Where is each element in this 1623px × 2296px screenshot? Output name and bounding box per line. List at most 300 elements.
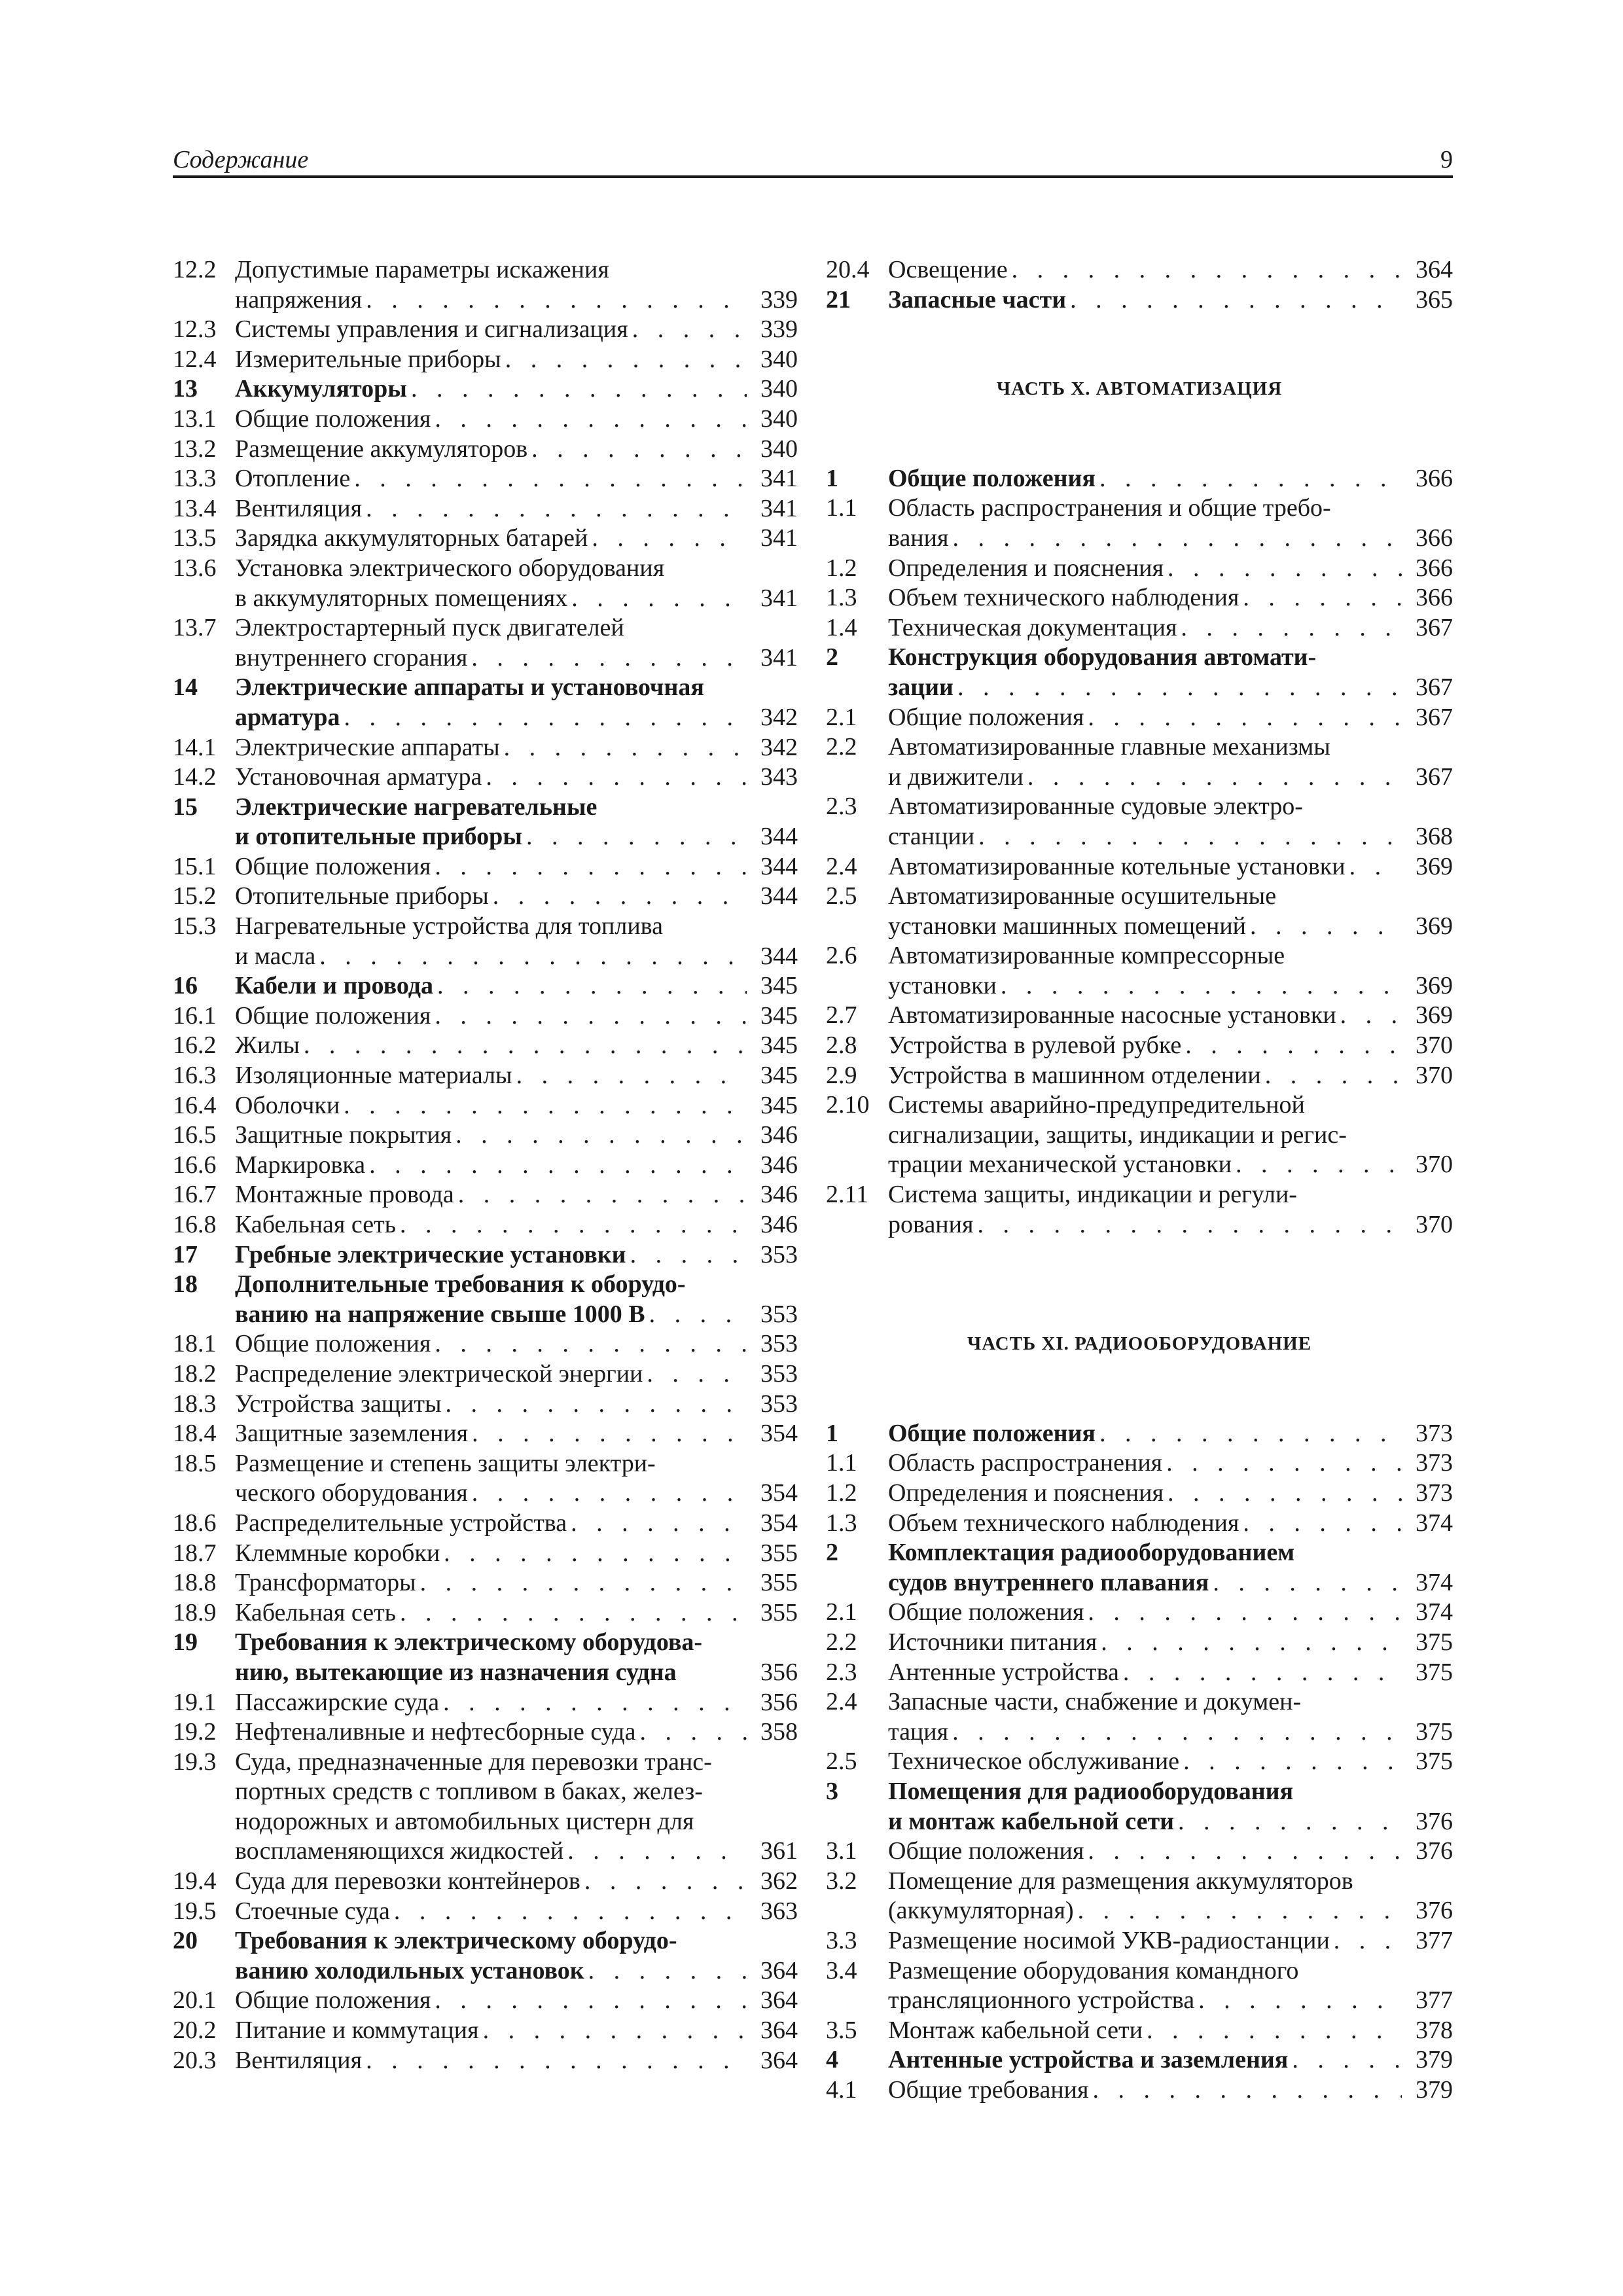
- toc-entry-leader-line: [888, 1419, 1453, 1449]
- toc-entry-page: 345: [760, 1031, 798, 1060]
- toc-entry-page: 364: [760, 2046, 798, 2074]
- toc-entry-body: [235, 1897, 798, 1927]
- toc-entry-body: [235, 613, 798, 673]
- dot-leader: [640, 1717, 747, 1748]
- toc-entry-title: Кабельная сеть: [235, 1211, 397, 1238]
- toc-entry-number: 13.1: [173, 404, 217, 433]
- toc-entry[interactable]: [826, 703, 1453, 733]
- toc-entry-title: Источники питания: [888, 1628, 1097, 1656]
- header-rule: [173, 175, 1453, 178]
- page-number: 9: [1440, 146, 1453, 173]
- toc-entry-number: 2.8: [826, 1031, 857, 1060]
- toc-entry-body: [235, 435, 798, 465]
- toc-entry-leader-line: [235, 1390, 798, 1420]
- toc-entry-body: [888, 2016, 1453, 2046]
- toc-entry-page: 344: [760, 882, 798, 910]
- toc-entry[interactable]: [826, 732, 1453, 792]
- dot-leader: [630, 1240, 747, 1270]
- toc-entry-page: 369: [1416, 1001, 1453, 1030]
- toc-entry-title: установки машинных помещений: [888, 912, 1246, 940]
- toc-entry[interactable]: [173, 1509, 798, 1539]
- toc-entry-leader-line: [235, 404, 798, 435]
- dot-leader: [1012, 255, 1402, 285]
- toc-entry-title: Общие положения: [888, 1598, 1084, 1626]
- toc-entry-number: 15.3: [173, 912, 217, 941]
- toc-entry[interactable]: [173, 1986, 798, 2016]
- toc-entry-leader-line: [888, 255, 1453, 285]
- dot-leader: [1123, 1658, 1402, 1688]
- toc-entry-leader-line: [235, 1568, 798, 1598]
- toc-entry-leader-line: [235, 1061, 798, 1091]
- toc-entry-line: Размещение оборудования командного: [888, 1956, 1299, 1984]
- toc-entry[interactable]: [173, 882, 798, 912]
- toc-entry[interactable]: [173, 613, 798, 673]
- toc-entry-page: 345: [760, 1091, 798, 1119]
- toc-entry[interactable]: [173, 1628, 798, 1687]
- dot-leader: [1265, 1061, 1402, 1091]
- dot-leader: [584, 1867, 747, 1897]
- toc-entry-number: 1.3: [826, 584, 857, 612]
- toc-entry-leader-line: [235, 1359, 798, 1390]
- toc-entry[interactable]: [173, 404, 798, 435]
- toc-entry-title: в аккумуляторных помещениях: [235, 584, 568, 612]
- toc-entry-leader-line: [235, 643, 798, 673]
- toc-entry-leader-line: [888, 1896, 1453, 1926]
- dot-leader: [1340, 1001, 1402, 1031]
- dot-leader: [458, 1180, 747, 1210]
- dot-leader: [483, 2016, 747, 2046]
- toc-entry-line: Нагревательные устройства для топлива: [235, 912, 663, 941]
- toc-entry-body: [235, 1061, 798, 1091]
- toc-entry[interactable]: [173, 1359, 798, 1390]
- toc-entry[interactable]: [173, 374, 798, 404]
- toc-entry-body: [235, 464, 798, 494]
- toc-entry[interactable]: [173, 315, 798, 345]
- toc-entry[interactable]: [173, 1001, 798, 1031]
- toc-entry[interactable]: [173, 1867, 798, 1897]
- dot-leader: [952, 524, 1402, 554]
- toc-entry[interactable]: [173, 1151, 798, 1181]
- toc-entry[interactable]: [826, 1448, 1453, 1479]
- toc-entry[interactable]: [173, 1180, 798, 1210]
- toc-entry-leader-line: [235, 852, 798, 882]
- toc-entry-title: трансляционного устройства: [888, 1986, 1195, 2015]
- toc-entry[interactable]: [173, 345, 798, 375]
- toc-entry-leader-line: [235, 374, 798, 404]
- toc-entry-leader-line: [235, 435, 798, 465]
- toc-entry[interactable]: [173, 912, 798, 971]
- toc-entry-leader-line: [235, 1001, 798, 1031]
- toc-entry-page: 370: [1416, 1210, 1453, 1238]
- toc-entry[interactable]: [173, 1210, 798, 1240]
- toc-entry-body: [888, 1180, 1453, 1240]
- toc-entry-body: [235, 1031, 798, 1061]
- toc-entry-body: [235, 1598, 798, 1628]
- toc-entry[interactable]: [826, 882, 1453, 941]
- toc-entry[interactable]: [173, 1061, 798, 1091]
- toc-entry-leader-line: [235, 1479, 798, 1509]
- toc-entry[interactable]: [826, 1628, 1453, 1658]
- toc-entry-body: [888, 643, 1453, 702]
- toc-entry[interactable]: [173, 971, 798, 1001]
- toc-entry[interactable]: [826, 554, 1453, 584]
- toc-entry[interactable]: [826, 1538, 1453, 1598]
- toc-entry-body: [888, 554, 1453, 584]
- dot-leader: [319, 942, 747, 972]
- dot-leader: [471, 643, 747, 673]
- toc-entry-page: 375: [1416, 1748, 1453, 1776]
- toc-entry-page: 345: [760, 1062, 798, 1090]
- toc-entry-leader-line: [235, 1688, 798, 1718]
- toc-entry-title: внутреннего сгорания: [235, 643, 468, 672]
- toc-entry-page: 353: [760, 1330, 798, 1358]
- toc-entry-title: ческого оборудования: [235, 1479, 468, 1507]
- toc-entry-page: 369: [1416, 971, 1453, 999]
- toc-entry-page: 374: [1416, 1598, 1453, 1626]
- toc-entry-page: 341: [760, 643, 798, 672]
- toc-entry-number: 18.1: [173, 1330, 217, 1358]
- toc-entry-page: 375: [1416, 1628, 1453, 1656]
- toc-entry-title: Трансформаторы: [235, 1569, 416, 1597]
- toc-entry[interactable]: [173, 1926, 798, 1986]
- toc-entry-body: [235, 1121, 798, 1151]
- toc-entry-title: Установочная арматура: [235, 763, 482, 791]
- toc-entry-title: Изоляционные материалы: [235, 1062, 512, 1090]
- toc-entry-number: 1.1: [826, 494, 857, 522]
- toc-entry-page: 340: [760, 435, 798, 463]
- toc-entry[interactable]: [826, 1419, 1453, 1449]
- toc-entry[interactable]: [826, 1061, 1453, 1091]
- toc-entry-title: Автоматизированные котельные установки: [888, 852, 1346, 880]
- toc-entry-page: 375: [1416, 1658, 1453, 1686]
- toc-entry-page: 355: [760, 1598, 798, 1626]
- toc-entry-line: Дополнительные требования к оборудо-: [235, 1270, 686, 1299]
- toc-entry-leader-line: [888, 1448, 1453, 1479]
- toc-entry-page: 356: [760, 1658, 798, 1686]
- toc-entry-page: 373: [1416, 1479, 1453, 1507]
- dot-leader: [649, 1300, 747, 1330]
- dot-leader: [444, 1539, 747, 1569]
- toc-entry-page: 370: [1416, 1061, 1453, 1089]
- toc-entry-number: 2.4: [826, 852, 857, 880]
- dot-leader: [354, 464, 747, 494]
- toc-entry-title: (аккумуляторная): [888, 1897, 1074, 1925]
- dot-leader: [455, 1121, 747, 1151]
- toc-entry[interactable]: [826, 583, 1453, 613]
- toc-entry[interactable]: [173, 2046, 798, 2076]
- toc-entry[interactable]: [826, 643, 1453, 702]
- toc-entry[interactable]: [173, 1598, 798, 1628]
- toc-entry[interactable]: [173, 1091, 798, 1121]
- spacer: [826, 315, 1453, 374]
- toc-entry-body: [888, 1090, 1453, 1180]
- toc-entry-title: установки: [888, 971, 997, 999]
- toc-entry-page: 370: [1416, 1151, 1453, 1179]
- toc-entry-leader-line: [235, 1121, 798, 1151]
- toc-entry-line: Запасные части, снабжение и докумен-: [888, 1688, 1302, 1716]
- toc-entry-number: 16: [173, 972, 198, 1000]
- toc-entry-body: [235, 255, 798, 315]
- toc-entry-line: нодорожных и автомобильных цистерн для: [235, 1807, 694, 1835]
- toc-entry-line: Комплектация радиооборудованием: [888, 1539, 1295, 1567]
- toc-entry-page: 345: [760, 972, 798, 1000]
- toc-entry-number: 14.2: [173, 763, 217, 791]
- toc-entry[interactable]: [173, 435, 798, 465]
- toc-entry-body: [235, 733, 798, 763]
- toc-entry[interactable]: [826, 2045, 1453, 2075]
- toc-entry-body: [888, 852, 1453, 882]
- toc-entry-leader-line: [235, 285, 798, 315]
- toc-entry-page: 376: [1416, 1837, 1453, 1865]
- toc-entry-body: [888, 1001, 1453, 1031]
- spacer: [826, 1240, 1453, 1329]
- toc-entry[interactable]: [826, 285, 1453, 315]
- dot-leader: [1070, 285, 1402, 315]
- toc-entry-body: [888, 1926, 1453, 1956]
- toc-entry[interactable]: [826, 613, 1453, 643]
- toc-entry-body: [235, 1986, 798, 2016]
- toc-entry[interactable]: [826, 1598, 1453, 1628]
- toc-entry[interactable]: [173, 733, 798, 763]
- toc-entry[interactable]: [826, 1926, 1453, 1956]
- toc-entry[interactable]: [826, 1658, 1453, 1688]
- toc-entry[interactable]: [826, 1867, 1453, 1926]
- toc-entry[interactable]: [173, 1240, 798, 1270]
- toc-entry-leader-line: [235, 1151, 798, 1181]
- toc-entry-page: 369: [1416, 912, 1453, 940]
- toc-entry[interactable]: [826, 1479, 1453, 1509]
- toc-entry-leader-line: [888, 912, 1453, 942]
- toc-entry-page: 364: [760, 1956, 798, 1984]
- toc-entry-body: [235, 1151, 798, 1181]
- toc-entry[interactable]: [826, 1837, 1453, 1867]
- toc-entry-title: Вентиляция: [235, 494, 363, 522]
- toc-entry-title: Электрические аппараты: [235, 733, 500, 761]
- toc-entry-title: Гребные электрические установки: [235, 1240, 626, 1268]
- toc-entry[interactable]: [826, 1747, 1453, 1777]
- toc-entry[interactable]: [173, 1897, 798, 1927]
- toc-entry[interactable]: [173, 1390, 798, 1420]
- toc-entry-page: 366: [1416, 464, 1453, 492]
- toc-entry[interactable]: [826, 464, 1453, 494]
- toc-entry-line: Допустимые параметры искажения: [235, 256, 609, 283]
- toc-entry-leader-line: [235, 971, 798, 1001]
- toc-entry-number: 16.7: [173, 1181, 217, 1209]
- toc-entry[interactable]: [173, 1270, 798, 1329]
- toc-entry[interactable]: [173, 464, 798, 494]
- toc-entry-page: 355: [760, 1539, 798, 1567]
- toc-entry[interactable]: [826, 941, 1453, 1001]
- dot-leader: [1183, 1747, 1402, 1777]
- toc-entry[interactable]: [173, 255, 798, 315]
- toc-entry-body: [235, 1180, 798, 1210]
- toc-entry-leader-line: [888, 2045, 1453, 2075]
- toc-entry-page: 343: [760, 763, 798, 791]
- toc-entry-title: Жилы: [235, 1031, 300, 1060]
- toc-entry-body: [888, 1956, 1453, 2016]
- toc-entry-number: 1: [826, 464, 838, 492]
- toc-entry-number: 14.1: [173, 733, 217, 761]
- toc-entry[interactable]: [826, 1687, 1453, 1747]
- toc-entry-page: 340: [760, 404, 798, 433]
- toc-entry-page: 341: [760, 584, 798, 612]
- toc-entry-leader-line: [888, 1479, 1453, 1509]
- toc-entry-number: 2.10: [826, 1091, 870, 1119]
- dot-leader: [592, 524, 747, 554]
- toc-entry-title: Общие положения: [888, 703, 1084, 731]
- toc-entry-title: Антенные устройства: [888, 1658, 1119, 1686]
- toc-entry-line: Автоматизированные осушительные: [888, 882, 1277, 910]
- dot-leader: [1088, 1598, 1402, 1628]
- toc-entry[interactable]: [173, 554, 798, 613]
- toc-entry-leader-line: [888, 971, 1453, 1001]
- toc-entry-page: 341: [760, 465, 798, 493]
- toc-entry-body: [888, 285, 1453, 315]
- toc-entry[interactable]: [173, 1031, 798, 1061]
- toc-entry[interactable]: [173, 1329, 798, 1359]
- toc-entry[interactable]: [826, 2075, 1453, 2106]
- dot-leader: [400, 1210, 747, 1240]
- toc-entry-page: 374: [1416, 1568, 1453, 1596]
- toc-entry-number: 2.5: [826, 1748, 857, 1776]
- toc-entry-leader-line: [888, 524, 1453, 554]
- toc-entry-title: напряжения: [235, 285, 363, 314]
- toc-list-right-top: [826, 255, 1453, 315]
- toc-entry-page: 361: [760, 1837, 798, 1865]
- toc-entry-page: 368: [1416, 822, 1453, 850]
- toc-entry-page: 363: [760, 1897, 798, 1925]
- toc-entry-page: 354: [760, 1509, 798, 1537]
- toc-entry[interactable]: [173, 1568, 798, 1598]
- toc-entry-number: 1.4: [826, 613, 857, 641]
- toc-entry[interactable]: [173, 1419, 798, 1449]
- toc-entry-page: 369: [1416, 852, 1453, 880]
- toc-entry-leader-line: [235, 1539, 798, 1569]
- part-x-heading: ЧАСТЬ X. АВТОМАТИЗАЦИЯ: [996, 378, 1283, 400]
- dot-leader: [1178, 1807, 1402, 1837]
- toc-entry[interactable]: [826, 493, 1453, 553]
- dot-leader: [435, 1986, 747, 2016]
- toc-entry[interactable]: [826, 1777, 1453, 1837]
- toc-entry[interactable]: [826, 1956, 1453, 2016]
- toc-entry-leader-line: [888, 762, 1453, 793]
- toc-entry-leader-line: [235, 2016, 798, 2046]
- dot-leader: [647, 1359, 747, 1390]
- toc-entry[interactable]: [173, 524, 798, 554]
- toc-entry-number: 18.7: [173, 1539, 217, 1567]
- dot-leader: [1092, 2075, 1402, 2106]
- toc-entry-number: 3: [826, 1777, 838, 1805]
- toc-entry-leader-line: [235, 1300, 798, 1330]
- toc-entry-title: арматура: [235, 703, 340, 731]
- toc-entry-leader-line: [888, 703, 1453, 733]
- toc-entry-body: [888, 732, 1453, 792]
- dot-leader: [344, 1091, 747, 1121]
- toc-entry[interactable]: [826, 852, 1453, 882]
- toc-entry-leader-line: [888, 1717, 1453, 1748]
- toc-entry[interactable]: [173, 793, 798, 852]
- toc-entry[interactable]: [173, 1748, 798, 1867]
- toc-entry[interactable]: [173, 1121, 798, 1151]
- toc-entry-title: Аккумуляторы: [235, 375, 407, 403]
- toc-entry-line: сигнализации, защиты, индикации и регис-: [888, 1121, 1347, 1149]
- toc-entry-title: Область распространения: [888, 1449, 1163, 1477]
- toc-entry-body: [888, 1509, 1453, 1539]
- toc-entry-title: Общие положения: [888, 464, 1096, 492]
- toc-entry-page: 353: [760, 1300, 798, 1328]
- toc-entry-page: 375: [1416, 1717, 1453, 1746]
- toc-entry[interactable]: [173, 494, 798, 524]
- toc-entry-page: 354: [760, 1420, 798, 1448]
- toc-entry-leader-line: [235, 1717, 798, 1748]
- toc-entry[interactable]: [826, 792, 1453, 852]
- dot-leader: [1243, 583, 1402, 613]
- toc-entry-title: Общие требования: [888, 2075, 1089, 2104]
- toc-entry[interactable]: [826, 1509, 1453, 1539]
- toc-entry-number: 12.3: [173, 315, 217, 344]
- toc-entry-page: 356: [760, 1688, 798, 1716]
- toc-entry[interactable]: [826, 1180, 1453, 1240]
- toc-entry-page: 344: [760, 852, 798, 880]
- toc-entry[interactable]: [173, 852, 798, 882]
- toc-entry[interactable]: [173, 1717, 798, 1748]
- toc-entry[interactable]: [173, 1688, 798, 1718]
- toc-entry[interactable]: [826, 255, 1453, 285]
- dot-leader: [366, 2046, 747, 2076]
- dot-leader: [957, 673, 1402, 703]
- toc-entry-number: 13.6: [173, 554, 217, 582]
- toc-entry-title: Суда для перевозки контейнеров: [235, 1867, 580, 1895]
- toc-entry[interactable]: [173, 673, 798, 732]
- toc-entry[interactable]: [826, 1090, 1453, 1180]
- toc-entry-number: 13.2: [173, 435, 217, 463]
- toc-entry-title: Монтажные провода: [235, 1181, 454, 1209]
- toc-entry-leader-line: [888, 1031, 1453, 1061]
- dot-leader: [1166, 1448, 1402, 1479]
- page-header: [173, 145, 1453, 178]
- toc-entry-number: 16.2: [173, 1031, 217, 1060]
- running-title: Содержание: [173, 146, 309, 173]
- toc-right-column: [826, 255, 1453, 2105]
- dot-leader: [1250, 912, 1402, 942]
- toc-entry[interactable]: [173, 1539, 798, 1569]
- toc-entry-page: 379: [1416, 2075, 1453, 2104]
- dot-leader: [1168, 1479, 1402, 1509]
- toc-entry-title: трации механической установки: [888, 1151, 1232, 1179]
- toc-entry[interactable]: [826, 1001, 1453, 1031]
- toc-entry-body: [235, 1717, 798, 1748]
- toc-entry-number: 1.2: [826, 1479, 857, 1507]
- toc-entry-page: 339: [760, 285, 798, 314]
- toc-entry-title: Размещение аккумуляторов: [235, 435, 528, 463]
- toc-entry-body: [235, 1568, 798, 1598]
- part-xi-heading: ЧАСТЬ XI. РАДИООБОРУДОВАНИЕ: [967, 1333, 1312, 1355]
- toc-entry[interactable]: [826, 2016, 1453, 2046]
- toc-entry[interactable]: [173, 762, 798, 793]
- toc-entry[interactable]: [826, 1031, 1453, 1061]
- toc-entry-number: 13.5: [173, 524, 217, 552]
- toc-entry[interactable]: [173, 1449, 798, 1509]
- toc-entry-title: рования: [888, 1210, 974, 1238]
- toc-entry-leader-line: [888, 1837, 1453, 1867]
- toc-entry-number: 18.5: [173, 1449, 217, 1477]
- toc-entry-body: [235, 1748, 798, 1867]
- dot-leader: [516, 1061, 747, 1091]
- toc-entry-page: 339: [760, 315, 798, 344]
- toc-entry-leader-line: [235, 1867, 798, 1897]
- toc-entry[interactable]: [173, 2016, 798, 2046]
- dot-leader: [1349, 852, 1402, 882]
